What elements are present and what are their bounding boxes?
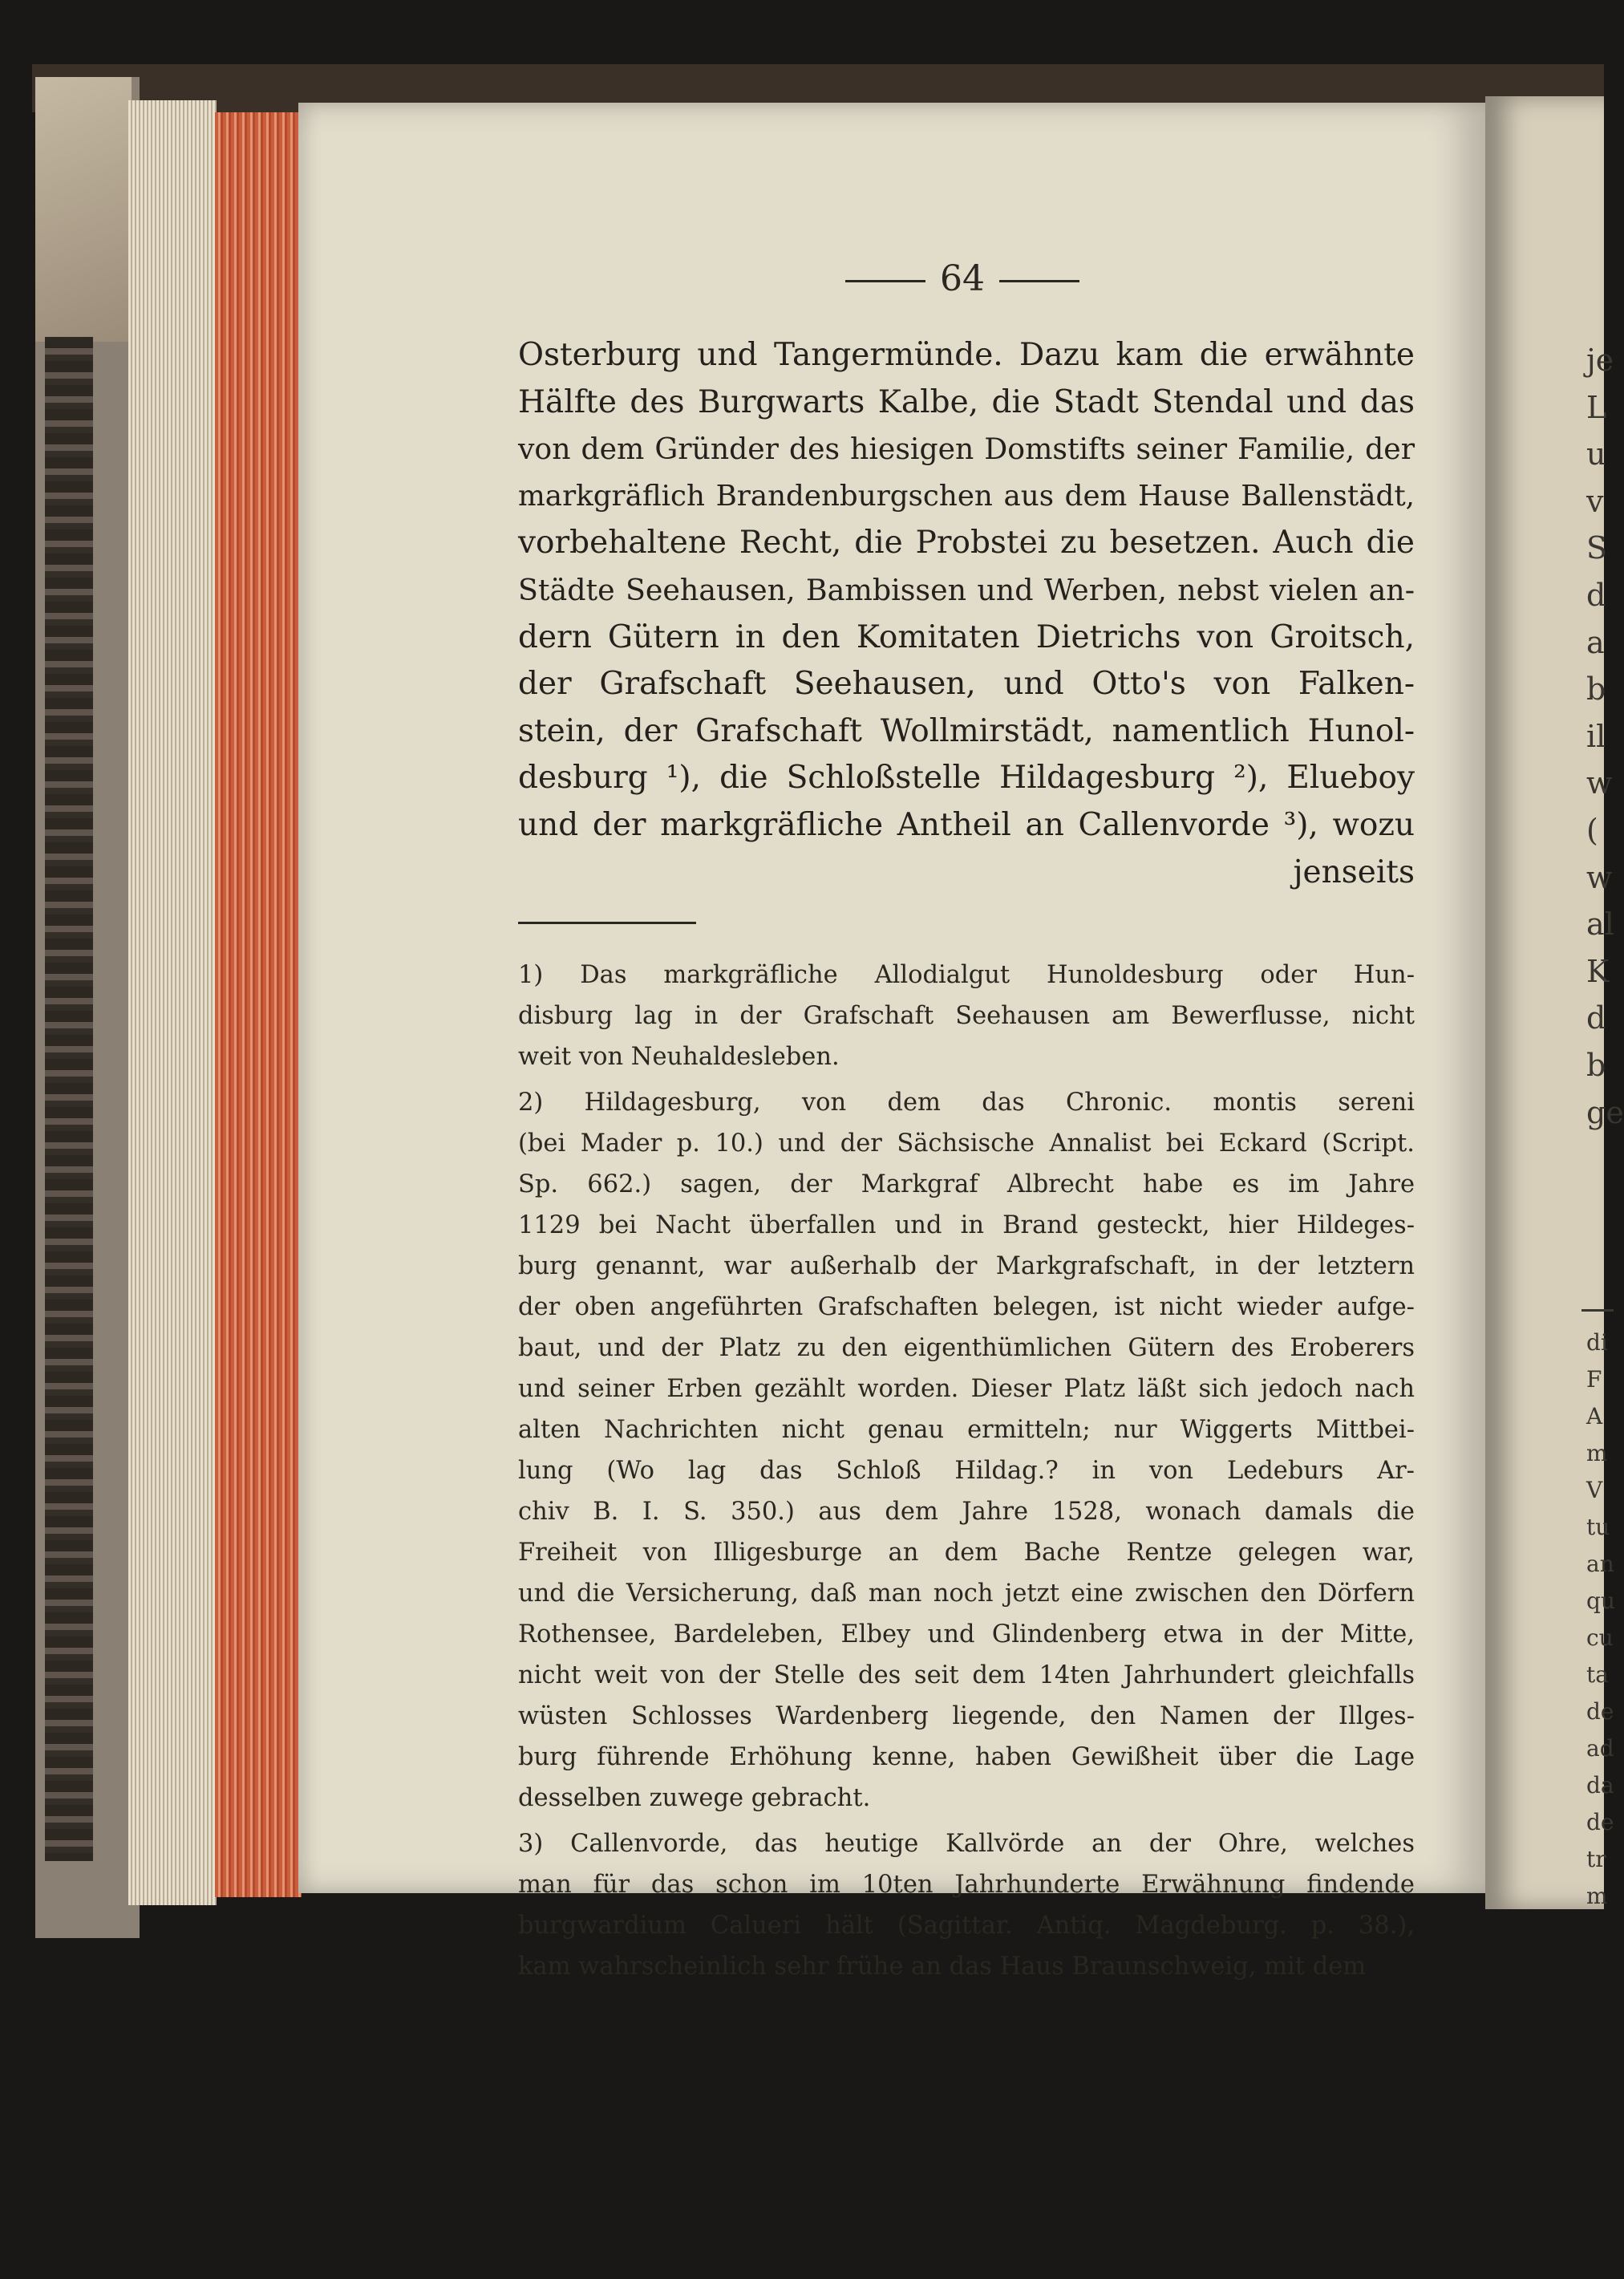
red-page-edges xyxy=(215,112,302,1897)
footnote-line: disburg lag in der Grafschaft Seehausen am Bewerflusse, nicht xyxy=(518,1002,1415,1030)
footnote-line: burg führende Erhöhung kenne, haben Gewißheit über die Lage xyxy=(518,1743,1415,1771)
footnote-2 xyxy=(518,1082,1415,1819)
facing-page-footnote-rule xyxy=(1581,1309,1614,1312)
footnote-line: Rothensee, Bardeleben, Elbey und Glindenberg etwa in der Mitte, xyxy=(518,1620,1415,1648)
worn-cover-corner xyxy=(35,77,132,342)
facing-page-footnote-fragment: ta xyxy=(1586,1661,1609,1688)
footnote-line: burgwardium Calueri hält (Sagittar. Antiq. Magdeburg. p. 38.), xyxy=(518,1912,1415,1940)
footnote-rule xyxy=(518,922,696,924)
footnote-1 xyxy=(518,955,1415,1077)
footnote-line: 1) Das markgräfliche Allodialgut Hunoldesburg oder Hun- xyxy=(518,961,1415,989)
footnotes xyxy=(518,955,1415,1987)
page-number xyxy=(818,258,1107,299)
footnote-line: Freiheit von Illigesburge an dem Bache Rentze gelegen war, xyxy=(518,1539,1415,1567)
page-edges xyxy=(128,100,217,1905)
facing-page-fragment: S xyxy=(1586,530,1608,566)
facing-page-footnote-fragment: m xyxy=(1586,1883,1608,1909)
footnote-3 xyxy=(518,1823,1415,1987)
facing-page-fragment: L xyxy=(1586,389,1607,425)
footnote-line: der oben angeführten Grafschaften belegen, ist nicht wieder aufge- xyxy=(518,1293,1415,1321)
text-line: desburg ¹), die Schloßstelle Hildagesburg ²), Elueboy xyxy=(518,760,1415,797)
facing-page-footnote-fragment: de xyxy=(1586,1809,1614,1835)
text-line: der Grafschaft Seehausen, und Otto's von Falken- xyxy=(518,666,1415,703)
facing-page-fragment: w xyxy=(1586,765,1613,801)
facing-page-fragment: u xyxy=(1586,436,1606,472)
text-line: stein, der Grafschaft Wollmirstädt, namentlich Hunol- xyxy=(518,712,1415,749)
facing-page-footnote-fragment: F xyxy=(1586,1366,1602,1393)
facing-page-fragment: d xyxy=(1586,578,1606,613)
text-line: Städte Seehausen, Bambissen und Werben, nebst vielen an- xyxy=(518,572,1415,607)
footnote-line: wüsten Schlosses Wardenberg liegende, den Namen der Illges- xyxy=(518,1702,1415,1730)
facing-page-fragment: ge xyxy=(1586,1094,1624,1130)
text-line: markgräflich Brandenburgschen aus dem Hause Ballenstädt, xyxy=(518,479,1415,513)
footnote-line: 3) Callenvorde, das heutige Kallvörde an der Ohre, welches xyxy=(518,1830,1415,1858)
text-line: dern Gütern in den Komitaten Dietrichs von Groitsch, xyxy=(518,618,1415,655)
facing-page-fragment: il xyxy=(1586,718,1606,754)
facing-page-footnote-fragment: ad xyxy=(1586,1735,1614,1762)
footnote-line: burg genannt, war außerhalb der Markgrafschaft, in der letztern xyxy=(518,1252,1415,1280)
text-line: von dem Gründer des hiesigen Domstifts seiner Familie, der xyxy=(518,432,1415,467)
footnote-line: chiv B. I. S. 350.) aus dem Jahre 1528, wonach damals die xyxy=(518,1498,1415,1526)
facing-page-footnote-fragment: de xyxy=(1586,1698,1614,1725)
footnote-line: kam wahrscheinlich sehr frühe an das Haus Braunschweig, mit dem xyxy=(518,1953,1367,1981)
text-line: jenseits xyxy=(1293,854,1415,890)
page-number-dash-left xyxy=(845,280,925,282)
facing-page-footnote-fragment: da xyxy=(1586,1772,1614,1798)
text-line: und der markgräfliche Antheil an Callenvorde ³), wozu xyxy=(518,806,1415,843)
footnote-line: baut, und der Platz zu den eigenthümlichen Gütern des Eroberers xyxy=(518,1334,1415,1362)
facing-page-fragment: K xyxy=(1586,953,1610,989)
facing-page-fragment: a xyxy=(1586,624,1605,660)
footnote-line: nicht weit von der Stelle des seit dem 14ten Jahrhundert gleichfalls xyxy=(518,1661,1415,1689)
footnote-line: und seiner Erben gezählt worden. Dieser Platz läßt sich jedoch nach xyxy=(518,1375,1415,1403)
footnote-line: weit von Neuhaldesleben. xyxy=(518,1043,840,1071)
facing-page-footnote-fragment: cu xyxy=(1586,1624,1614,1651)
facing-page-footnote-fragment: qu xyxy=(1586,1588,1615,1614)
footnote-line: und die Versicherung, daß man noch jetzt eine zwischen den Dörfern xyxy=(518,1579,1415,1608)
facing-page-footnote-fragment: an xyxy=(1586,1551,1614,1577)
facing-page-fragment: b xyxy=(1586,671,1606,708)
page-number-value: 64 xyxy=(940,258,985,299)
facing-page-fragment: w xyxy=(1586,859,1613,895)
footnote-line: lung (Wo lag das Schloß Hildag.? in von Ledeburs Ar- xyxy=(518,1457,1415,1485)
footnote-line: (bei Mader p. 10.) und der Sächsische Annalist bei Eckard (Script. xyxy=(518,1129,1415,1158)
page-number-dash-right xyxy=(999,280,1079,282)
footnote-line: alten Nachrichten nicht genau ermitteln; nur Wiggerts Mittbei- xyxy=(518,1416,1415,1444)
facing-page-fragment: ( xyxy=(1586,813,1598,848)
text-line: Hälfte des Burgwarts Kalbe, die Stadt Stendal und das xyxy=(518,383,1415,420)
footnote-line: 2) Hildagesburg, von dem das Chronic. montis sereni xyxy=(518,1089,1415,1117)
facing-page-footnote-fragment: di xyxy=(1586,1329,1608,1356)
facing-page-footnote-fragment: m xyxy=(1586,1440,1608,1466)
facing-page-footnote-fragment: tr xyxy=(1586,1846,1606,1872)
main-text xyxy=(518,332,1415,896)
facing-page-fragment: v xyxy=(1586,483,1604,519)
facing-page-fragment: b xyxy=(1586,1048,1606,1083)
facing-page xyxy=(1485,96,1624,1909)
facing-page-fragment: je xyxy=(1586,343,1614,378)
book-spine-binding xyxy=(45,337,93,1861)
facing-page-footnote-fragment: A xyxy=(1586,1403,1603,1429)
facing-page-fragment: al xyxy=(1586,906,1614,943)
text-line: vorbehaltene Recht, die Probstei zu besetzen. Auch die xyxy=(518,525,1415,562)
footnote-line: desselben zuwege gebracht. xyxy=(518,1784,871,1812)
facing-page-fragment: d xyxy=(1586,1000,1606,1036)
footnote-line: man für das schon im 10ten Jahrhunderte Erwähnung findende xyxy=(518,1871,1415,1899)
text-line: Osterburg und Tangermünde. Dazu kam die erwähnte xyxy=(518,337,1415,373)
facing-page-footnote-fragment: tu xyxy=(1586,1514,1610,1540)
footnote-line: Sp. 662.) sagen, der Markgraf Albrecht habe es im Jahre xyxy=(518,1170,1415,1198)
footnote-line: 1129 bei Nacht überfallen und in Brand gesteckt, hier Hildeges- xyxy=(518,1211,1415,1239)
facing-page-footnote-fragment: V xyxy=(1586,1477,1603,1503)
